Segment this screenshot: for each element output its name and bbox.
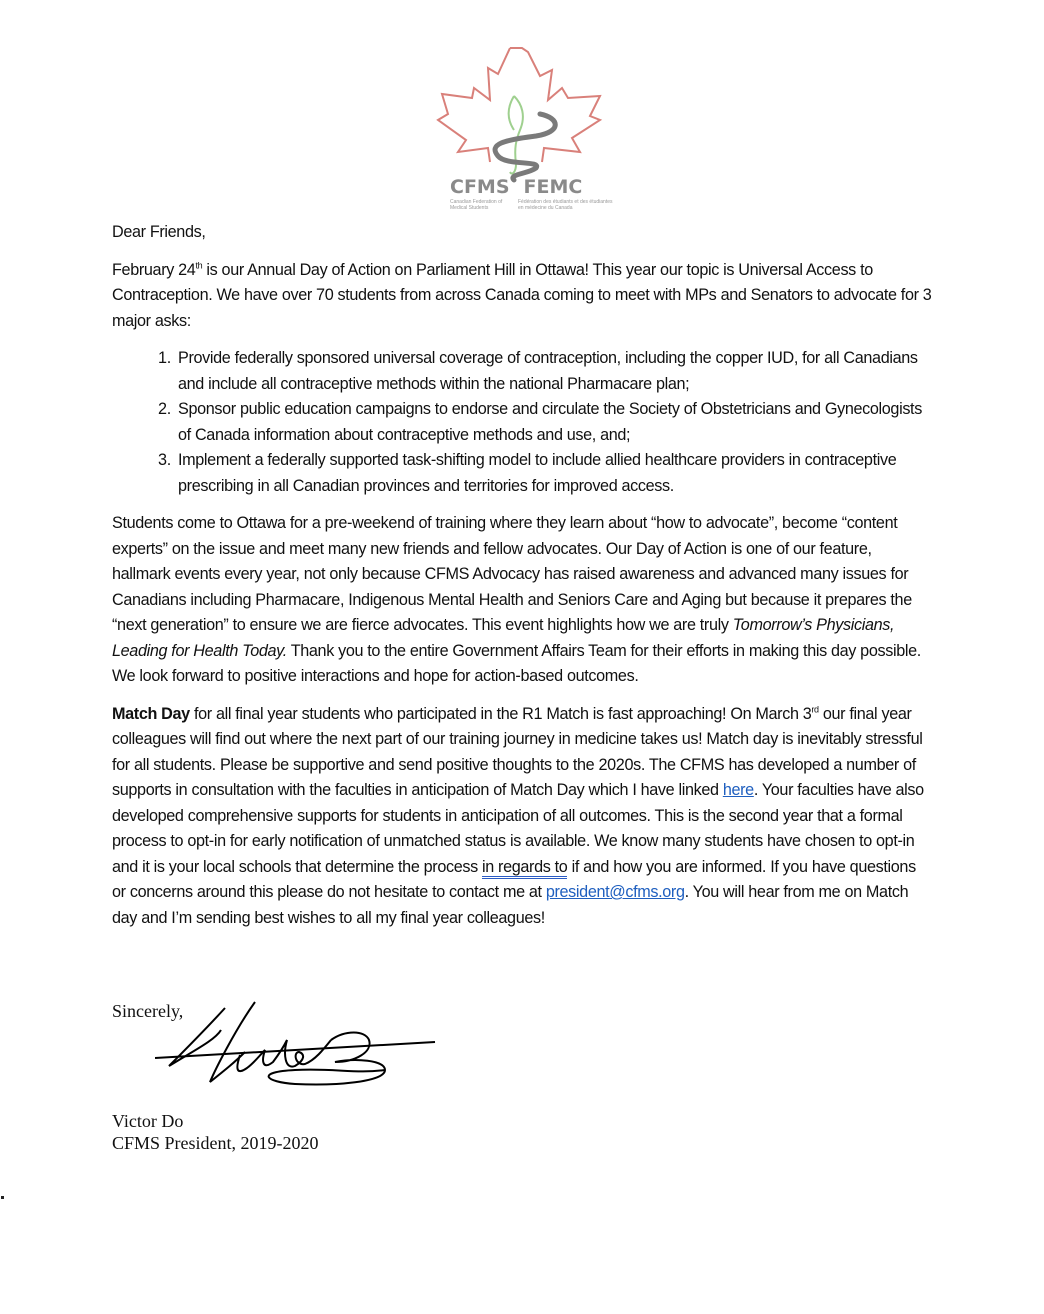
closing: Sincerely, — [112, 1001, 184, 1021]
intro-paragraph — [112, 258, 932, 335]
match-text-4: if and how you are informed. If you have questions or concerns around this please do not hesitate to contact me at — [112, 857, 916, 901]
match-text-3: . Your faculties have also developed comprehensive supports for students in anticipation of all outcomes. This is the second year that a formal process to opt-in for early notification of unmatched status is available. We know many students have chosen to opt-in and it is your local schools that determine the process — [112, 781, 924, 876]
signer-name: Victor Do — [112, 1111, 184, 1131]
ask-item-1: 1. Provide federally sponsored universal coverage of contraception, including the copper IUD, for all Canadians and include all contraceptive methods within the national Pharmacare plan; — [175, 346, 932, 397]
supports-link[interactable]: here — [722, 781, 754, 799]
intro-text: is our Annual Day of Action on Parliament Hill in Ottawa! This year our topic is Universal Access to Contraception. We have over 70 students from across Canada coming to meet with MPs and Senators to advocate for 3 major asks: — [112, 260, 932, 330]
logo-abbr-en: CFMS — [450, 176, 510, 198]
intro-date-suffix: th — [195, 260, 203, 271]
grammar-suggestion[interactable]: in regards to — [482, 858, 567, 879]
email-link[interactable]: president@cfms.org — [545, 883, 685, 901]
logo-wordmark — [450, 176, 620, 211]
handwritten-signature-icon — [155, 1000, 440, 1095]
salutation: Dear Friends, — [112, 223, 206, 241]
logo-name-fr: Fédération des étudiants et des étudiantes en médecine du Canada — [518, 199, 613, 211]
match-text-1: for all final year students who participated in the R1 Match is fast approaching! On March 3 — [189, 704, 812, 723]
signer-block — [112, 1110, 319, 1154]
asks-list — [112, 346, 932, 499]
training-paragraph — [112, 511, 932, 690]
signer-title: CFMS President, 2019-2020 — [112, 1133, 319, 1153]
stray-mark — [1, 1196, 4, 1199]
match-day-paragraph — [112, 702, 932, 932]
logo-name-en: Canadian Federation of Medical Students — [450, 199, 503, 211]
match-date-suffix: rd — [811, 704, 819, 715]
match-day-heading: Match Day — [112, 704, 190, 723]
letter-body — [112, 220, 932, 943]
tagline: Tomorrow’s Physicians, Leading for Health Today. — [112, 616, 895, 660]
match-text-5: . You will hear from me on Match day and I’m sending best wishes to all my final year colleagues! — [112, 883, 909, 927]
training-thanks: Thank you to the entire Government Affairs Team for their efforts in making this day possible. We look forward to positive interactions and hope for action-based outcomes. — [112, 641, 921, 685]
match-text-2: our final year colleagues will find out where the next part of our training journey in medicine takes us! Match day is inevitably stressful for all students. Please be supportive and send positive thoughts to the 2020s. The CFMS has developed a number of supports in consultation with the faculties in anticipation of Match Day which I have linked — [112, 704, 923, 799]
intro-date: February 24 — [112, 260, 196, 279]
training-text: Students come to Ottawa for a pre-weekend of training where they learn about “how to advocate”, become “content experts” on the issue and meet many new friends and fellow advocates. Our Day of Action is one of our feature, hallmark events every year, not only because CFMS Advocacy has raised awareness and advanced many issues for Canadians including Pharmacare, Indigenous Mental Health and Seniors Care and Aging but because it prepares the “next generation” to ensure we are fierce advocates. This event highlights how we are truly — [112, 514, 912, 634]
ask-item-2: 2. Sponsor public education campaigns to endorse and circulate the Society of Obstetricians and Gynecologists of Canada information about contraceptive methods and use, and; — [175, 397, 932, 448]
ask-item-3: 3. Implement a federally supported task-shifting model to include allied healthcare providers in contraceptive prescribing in all Canadian provinces and territories for improved access. — [175, 448, 932, 499]
logo-abbr-fr: FEMC — [523, 176, 583, 198]
